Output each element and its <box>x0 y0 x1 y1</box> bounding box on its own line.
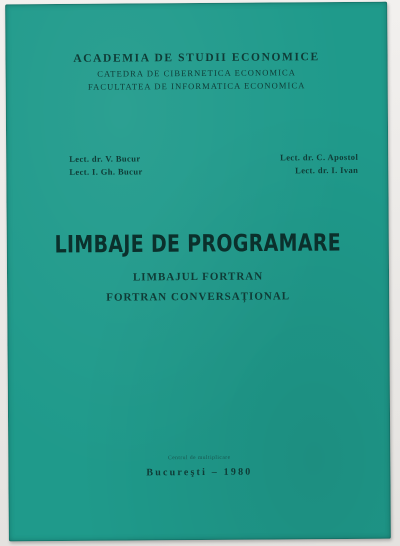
subtitle-2: FORTRAN CONVERSAȚIONAL <box>106 290 291 304</box>
institution-name: ACADEMIA DE STUDII ECONOMICE <box>73 51 320 65</box>
subtitle-1: LIMBAJUL FORTRAN <box>132 270 264 284</box>
department-name: CATEDRA DE CIBERNETICA ECONOMICA <box>97 67 297 79</box>
faculty-name: FACULTATEA DE INFORMATICA ECONOMICA <box>87 80 306 92</box>
author-right-1: Lect. dr. C. Apostol <box>280 151 359 163</box>
author-left-2: Lect. I. Gh. Bucur <box>69 166 143 177</box>
imprint-place-year: Bucureşti – 1980 <box>146 466 253 479</box>
imprint-note: Centrul de multiplicare <box>168 454 231 462</box>
book-title: LIMBAJE DE PROGRAMARE <box>54 229 342 259</box>
author-left-1: Lect. dr. V. Bucur <box>69 153 141 164</box>
book-cover <box>5 2 391 542</box>
author-right-2: Lect. dr. I. Ivan <box>295 164 359 176</box>
